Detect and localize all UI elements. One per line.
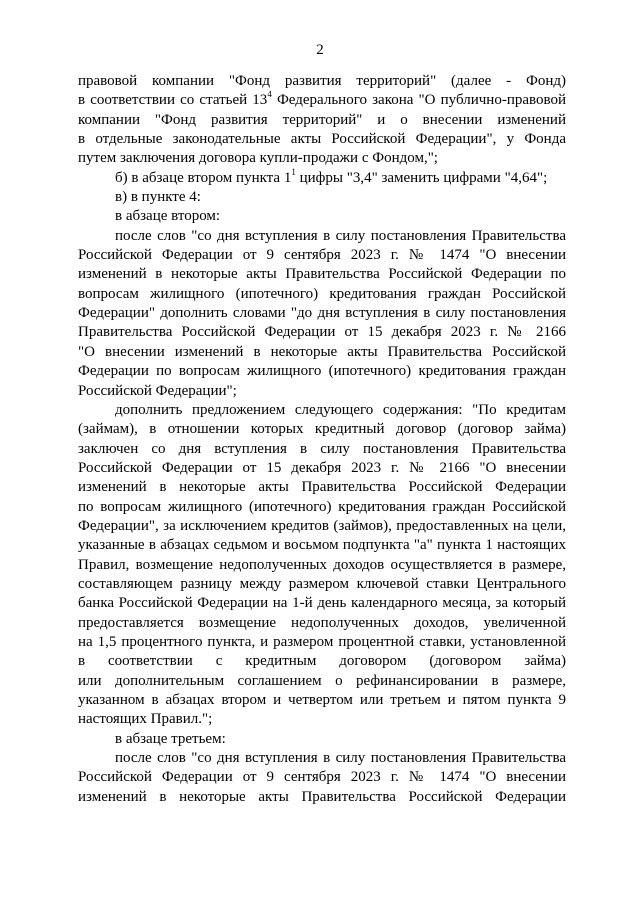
text-line-segment: заключен со дня вступления в силу постановления Правительства: [78, 440, 566, 457]
text-line: [78, 130, 566, 149]
text-line-segment: Правительства Российской Федерации от 15 декабря 2023 г. № 2166: [78, 324, 566, 341]
text-line: [78, 401, 566, 420]
text-line: [78, 420, 566, 439]
text-line-segment: в абзаце третьем:: [115, 730, 226, 747]
text-line: [78, 478, 566, 497]
text-line: [78, 285, 566, 304]
text-line-segment: настоящих Правил.";: [78, 711, 213, 728]
text-line: [78, 323, 566, 342]
text-line: [78, 710, 566, 729]
page-number: 2: [316, 42, 324, 58]
text-line: [78, 614, 566, 633]
text-line-segment: изменений в некоторые акты Правительства Российской Федерации: [78, 788, 566, 805]
text-line: [78, 652, 566, 671]
text-line: [78, 672, 566, 691]
text-line: [78, 517, 566, 536]
text-line: [78, 691, 566, 710]
superscript: 1: [291, 166, 296, 177]
text-line-segment: "О внесении изменений в некоторые акты Правительства Российской: [78, 343, 566, 360]
text-line: [78, 166, 566, 188]
text-line-segment: или дополнительным соглашением о рефинансировании в размере,: [78, 672, 566, 689]
document-body: [78, 72, 566, 807]
text-line: [78, 749, 566, 768]
text-line-segment: Российской Федерации от 9 сентября 2023 г. № 1474 "О внесении: [78, 247, 566, 264]
text-line: [78, 730, 566, 749]
text-line-segment: Российской Федерации от 9 сентября 2023 г. № 1474 "О внесении: [78, 769, 566, 786]
text-line: [78, 536, 566, 555]
text-line: [78, 459, 566, 478]
text-line: [78, 362, 566, 381]
text-line-segment: Федерации", за исключением кредитов (займов), предоставленных на цели,: [78, 517, 566, 534]
text-line-segment: Федерации по вопросам жилищного (ипотечного) кредитования граждан: [78, 363, 566, 380]
superscript: 4: [267, 91, 272, 100]
text-line-segment: в отдельные законодательные акты Российской Федерации", у Фонда: [78, 131, 566, 148]
text-line-segment: указанные в абзацах седьмом и восьмом подпункта "а" пункта 1 настоящих: [78, 537, 566, 554]
text-line-segment: правовой компании "Фонд развития территорий" (далее - Фонд): [78, 73, 566, 89]
text-line-segment: после слов "со дня вступления в силу постановления Правительства: [115, 750, 566, 767]
text-line: [78, 188, 566, 207]
text-line: [78, 788, 566, 807]
text-line: [78, 91, 566, 110]
text-line-segment: на 1,5 процентного пункта, и размером процентной ставки, установленной: [78, 633, 566, 650]
text-line-segment: Федерального закона "О публично-правовой: [271, 92, 566, 109]
text-line-segment: изменений в некоторые акты Правительства Российской Федерации: [78, 479, 566, 496]
text-line-segment: после слов "со дня вступления в силу постановления Правительства: [115, 227, 566, 244]
text-line: [78, 246, 566, 265]
text-line: [78, 111, 566, 130]
text-line-segment: составляющем разницу между размером ключевой ставки Центрального: [78, 575, 566, 592]
text-line: [78, 149, 566, 168]
text-line-segment: в) в пункте 4:: [115, 189, 201, 206]
text-line-segment: цифры "3,4" заменить цифрами "4,64";: [295, 169, 548, 186]
text-line-segment: изменений в некоторые акты Правительства Российской Федерации по: [78, 266, 566, 283]
text-line: [78, 207, 566, 226]
text-line: [78, 575, 566, 594]
text-line-segment: (займам), в отношении которых кредитный договор (договор займа): [78, 421, 566, 438]
text-line: [78, 594, 566, 613]
text-line-segment: Федерации" дополнить словами "до дня вступления в силу постановления: [78, 305, 566, 322]
text-line: [78, 382, 566, 401]
text-line-segment: Правил, возмещение недополученных доходов осуществляется в размере,: [78, 556, 566, 573]
text-line-segment: в соответствии со статьей 13: [78, 92, 268, 109]
text-line: [78, 265, 566, 284]
text-line: [78, 304, 566, 323]
text-line-segment: Российской Федерации от 15 декабря 2023 г. № 2166 "О внесении: [78, 459, 566, 476]
text-line-segment: предоставляется возмещение недополученных доходов, увеличенной: [78, 614, 566, 631]
text-line-segment: указанном в абзацах втором и четвертом или третьем и пятом пункта 9: [78, 692, 566, 708]
text-line-segment: путем заключения договора купли-продажи с Фондом,";: [78, 150, 438, 167]
text-line-segment: компании "Фонд развития территорий" и о внесении изменений: [78, 111, 566, 128]
text-line: [78, 498, 566, 517]
text-line: [78, 768, 566, 787]
text-line-segment: Российской Федерации";: [78, 382, 237, 399]
text-line-segment: б) в абзаце втором пункта 1: [115, 169, 292, 186]
text-line-segment: в абзаце втором:: [115, 208, 221, 225]
text-line-segment: по вопросам жилищного (ипотечного) кредитования граждан Российской: [78, 498, 566, 515]
text-line: [78, 633, 566, 652]
text-line-segment: вопросам жилищного (ипотечного) кредитования граждан Российской: [78, 285, 566, 302]
text-line: [78, 227, 566, 246]
text-line: [78, 440, 566, 459]
text-line: [78, 72, 566, 91]
text-line-segment: дополнить предложением следующего содержания: "По кредитам: [115, 401, 566, 418]
text-line: [78, 556, 566, 575]
text-line-segment: банка Российской Федерации на 1-й день календарного месяца, за который: [78, 595, 566, 612]
text-line-segment: в соответствии с кредитным договором (договором займа): [78, 653, 566, 670]
text-line: [78, 343, 566, 362]
